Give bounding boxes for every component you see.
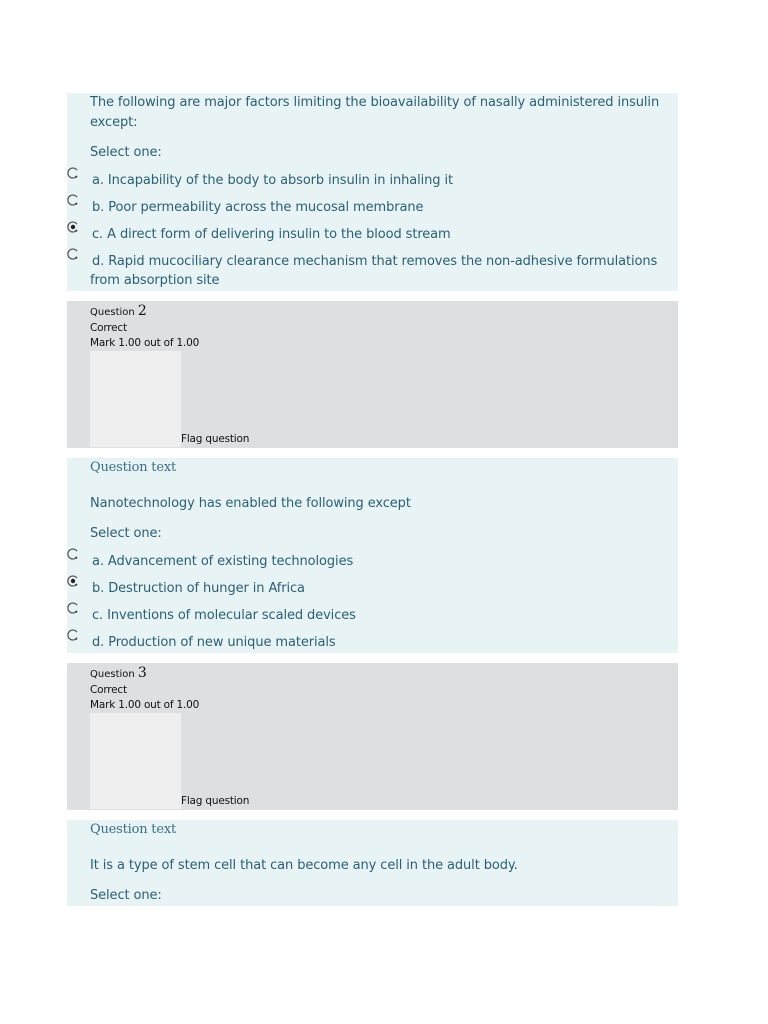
- question-3-status: Correct: [90, 684, 127, 696]
- q1-option-a-radio[interactable]: [67, 167, 79, 179]
- q1-option-d-label-line-1: d. Rapid mucociliary clearance mechanism that removes the non-adhesive formulations: [92, 254, 658, 269]
- q2-option-d-label: d. Production of new unique materials: [92, 635, 336, 650]
- question-2-status: Correct: [90, 322, 127, 334]
- q1-option-b-label: b. Poor permeability across the mucosal membrane: [92, 200, 424, 215]
- q2-option-d-radio[interactable]: [67, 629, 79, 641]
- q2-option-c-radio[interactable]: [67, 602, 79, 614]
- question-1-prompt-line-1: The following are major factors limiting the bioavailability of nasally administered insulin: [90, 95, 660, 110]
- question-2-mark: Mark 1.00 out of 1.00: [90, 337, 200, 349]
- q1-option-d-label-line-2: from absorption site: [90, 273, 220, 288]
- question-number: 3: [137, 665, 147, 681]
- question-word: Question: [90, 307, 135, 318]
- question-2-heading: [90, 303, 147, 319]
- q1-option-b-radio[interactable]: [67, 194, 79, 206]
- question-word: Question: [90, 669, 135, 680]
- q2-option-a-radio[interactable]: [67, 548, 79, 560]
- q2-option-c-label: c. Inventions of molecular scaled devices: [92, 608, 356, 623]
- question-2-prompt: Nanotechnology has enabled the following except: [90, 496, 411, 511]
- question-2-text-label: Question text: [90, 460, 176, 475]
- q1-option-d-radio[interactable]: [67, 248, 79, 260]
- q1-option-c-label: c. A direct form of delivering insulin to the blood stream: [92, 227, 451, 242]
- question-3-prompt: It is a type of stem cell that can become any cell in the adult body.: [90, 858, 518, 873]
- question-3-mark: Mark 1.00 out of 1.00: [90, 699, 200, 711]
- q1-option-a-label: a. Incapability of the body to absorb insulin in inhaling it: [92, 173, 453, 188]
- q2-option-b-radio-selected[interactable]: [67, 575, 79, 587]
- q2-option-a-label: a. Advancement of existing technologies: [92, 554, 354, 569]
- question-3-text-label: Question text: [90, 822, 176, 837]
- question-3-heading: [90, 665, 147, 681]
- question-3-flag-link[interactable]: Flag question: [181, 795, 250, 807]
- q1-option-c-radio-selected[interactable]: [67, 221, 79, 233]
- question-2-flag-box: [90, 351, 181, 447]
- q2-option-b-label: b. Destruction of hunger in Africa: [92, 581, 305, 596]
- question-2-flag-link[interactable]: Flag question: [181, 433, 250, 445]
- question-1-prompt-line-2: except:: [90, 115, 138, 130]
- question-1-select-label: Select one:: [90, 145, 162, 160]
- question-3-flag-box: [90, 713, 181, 809]
- question-3-select-label: Select one:: [90, 888, 162, 903]
- question-2-select-label: Select one:: [90, 526, 162, 541]
- question-number: 2: [137, 303, 147, 319]
